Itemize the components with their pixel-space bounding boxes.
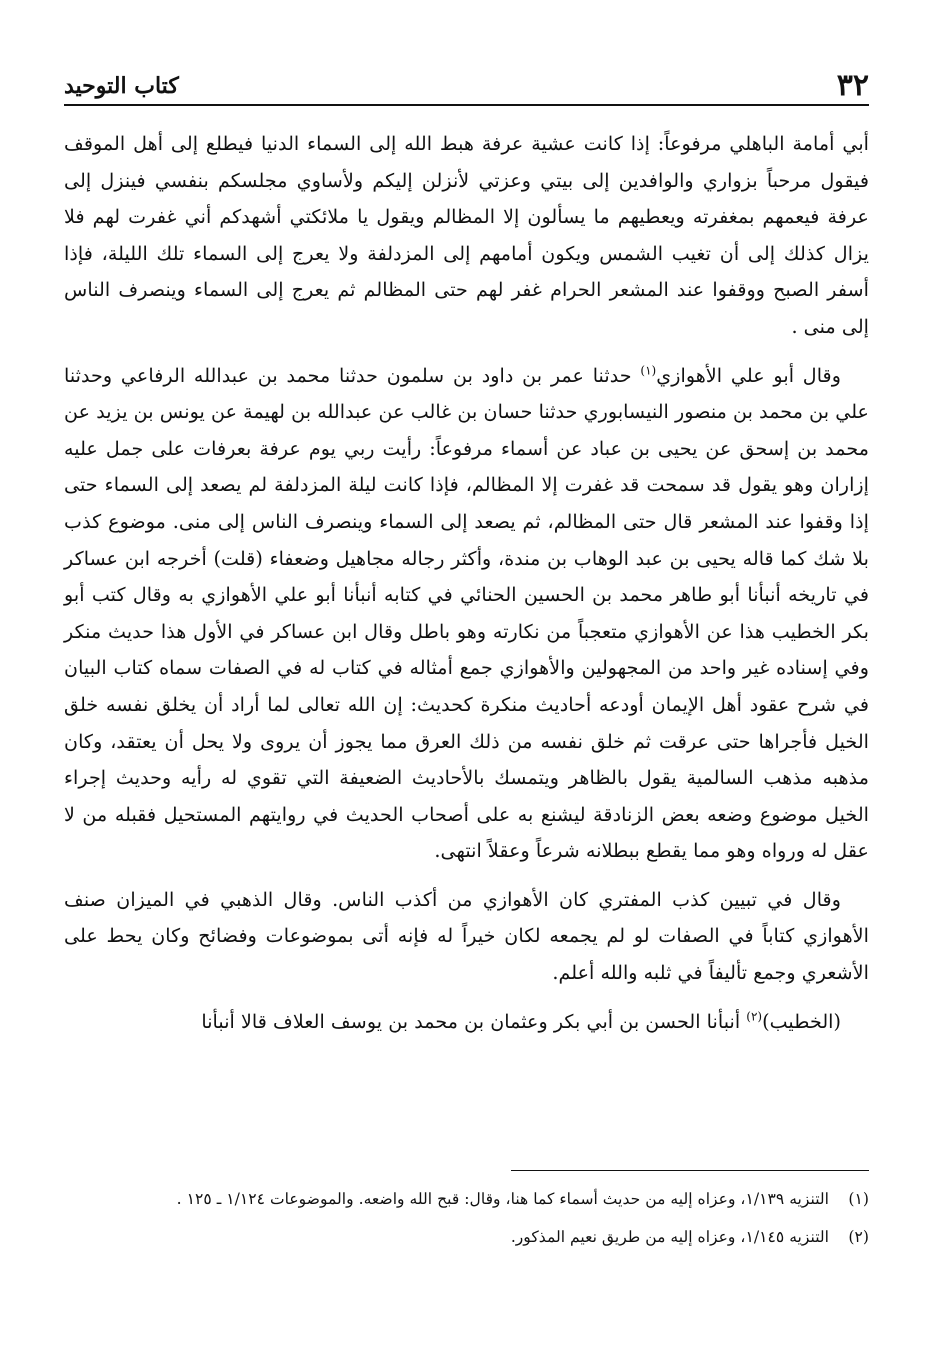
footnote-text: التنزيه ١/١٤٥، وعزاه إليه من طريق نعيم المذكور. [510, 1228, 829, 1246]
paragraph-4-opening: (الخطيب) [762, 1009, 841, 1033]
paragraph-2-text: حدثنا عمر بن داود بن سلمون حدثنا محمد بن عبدالله الرفاعي وحدثنا علي بن محمد بن منصور النيسابوري حدثنا حسان بن غالب عن عبدالله بن لهيمة عن يونس بن يزيد عن محمد بن إسحق عن يحيى بن عباد عن أسماء مرفوعاً: رأيت ربي يوم عرفة بعرفات على جمل عليه إزاران وهو يقول قد سمحت قد غفرت إلا المظالم، فإذا كانت ليلة المزدلفة لم يصعد إلى السماء حتى إذا وقفوا عند المشعر قال حتى المظالم، ثم يصعد إلى السماء وينصرف الناس إلى منى. موضوع كذب بلا شك كما قاله يحيى بن عبد الوهاب بن مندة، وأكثر رجاله مجاهيل وضعفاء (قلت) أخرجه ابن عساكر في تاريخه أنبأنا أبو طاهر محمد بن الحسين الحنائي في كتابه أنبأنا أبو علي الأهوازي به وقال كتب أبو بكر الخطيب هذا عن الأهوازي متعجباً من نكارته وهو باطل وقال ابن عساكر في الأول هذا حديث منكر وفي إسناده غير واحد من المجهولين والأهوازي جمع أمثاله في كتاب له في الصفات سماه كتاب البيان في شرح عقود أهل الإيمان أودعه أحاديث منكرة كحديث: إن الله تعالى لما أراد أن يخلق نفسه خلق الخيل فأجراها حتى عرقت ثم خلق نفسه من ذلك العرق مما يجوز أن يروى ولا يحل أن يعتقد، وكان مذهبه مذهب السالمية يقول بالظاهر ويتمسك بالأحاديث الضعيفة التي تقوي له رأيه وحديث إجراء الخيل موضوع وضعه بعض الزنادقة ليشنع به على أصحاب الحديث في روايتهم المستحيل فقبله من لا عقل له ورواه وهو مما يقطع ببطلانه شرعاً وعقلاً انتهى. [64, 363, 869, 863]
paragraph-3: وقال في تبيين كذب المفتري كان الأهوازي من أكذب الناس. وقال الذهبي في الميزان صنف الأهوازي كتاباً في الصفات لو لم يجمعه لكان خيراً له فإنه أتى بموضوعات وفضائح وكان يحط على الأشعري وجمع تأليفاً في ثلبه والله أعلم. [64, 887, 869, 985]
footnote-1 [64, 1184, 869, 1214]
footnotes [64, 1184, 869, 1260]
footnote-number: (١) [848, 1190, 869, 1208]
page-number: ٣٢ [836, 68, 869, 103]
footnote-reference-2: (٢) [746, 1009, 763, 1024]
running-title: كتاب التوحيد [64, 73, 179, 99]
paragraph-2 [64, 358, 869, 870]
header-divider [64, 104, 869, 106]
paragraph-4-text: أنبأنا الحسن بن أبي بكر وعثمان بن محمد بن يوسف العلاف قالا أنبأنا [201, 1009, 747, 1033]
main-text [64, 126, 869, 1052]
paragraph-4 [64, 1004, 869, 1041]
footnote-divider [511, 1170, 869, 1171]
paragraph-2-opening: وقال أبو علي الأهوازي [656, 363, 841, 387]
footnote-reference-1: (١) [640, 363, 657, 378]
footnote-number: (٢) [848, 1228, 869, 1246]
footnote-2 [64, 1222, 869, 1252]
page-header [64, 66, 869, 106]
footnote-text: التنزيه ١/١٣٩، وعزاه إليه من حديث أسماء كما هنا، وقال: قبح الله واضعه. والموضوعات ١/١٢٤ ـ ١٢٥ . [176, 1190, 829, 1208]
paragraph-1: أبي أمامة الباهلي مرفوعاً: إذا كانت عشية عرفة هبط الله إلى السماء الدنيا فيطلع إلى أهل الموقف فيقول مرحباً بزواري والوافدين إلى بيتي وعزتي لأنزلن إليكم ولأساوي مجلسكم بنفسي فينزل إلى عرفة فيعمهم بمغفرته ويعطيهم ما يسألون إلا المظالم ويقول يا ملائكتي أشهدكم أني غفرت لهم فلا يزال كذلك إلى أن تغيب الشمس ويكون أمامهم إلى المزدلفة ولا يعرج إلى السماء تلك الليلة، فإذا أسفر الصبح ووقفوا عند المشعر الحرام غفر لهم حتى المظالم ثم يعرج إلى السماء وينصرف الناس إلى منى . [64, 132, 869, 338]
